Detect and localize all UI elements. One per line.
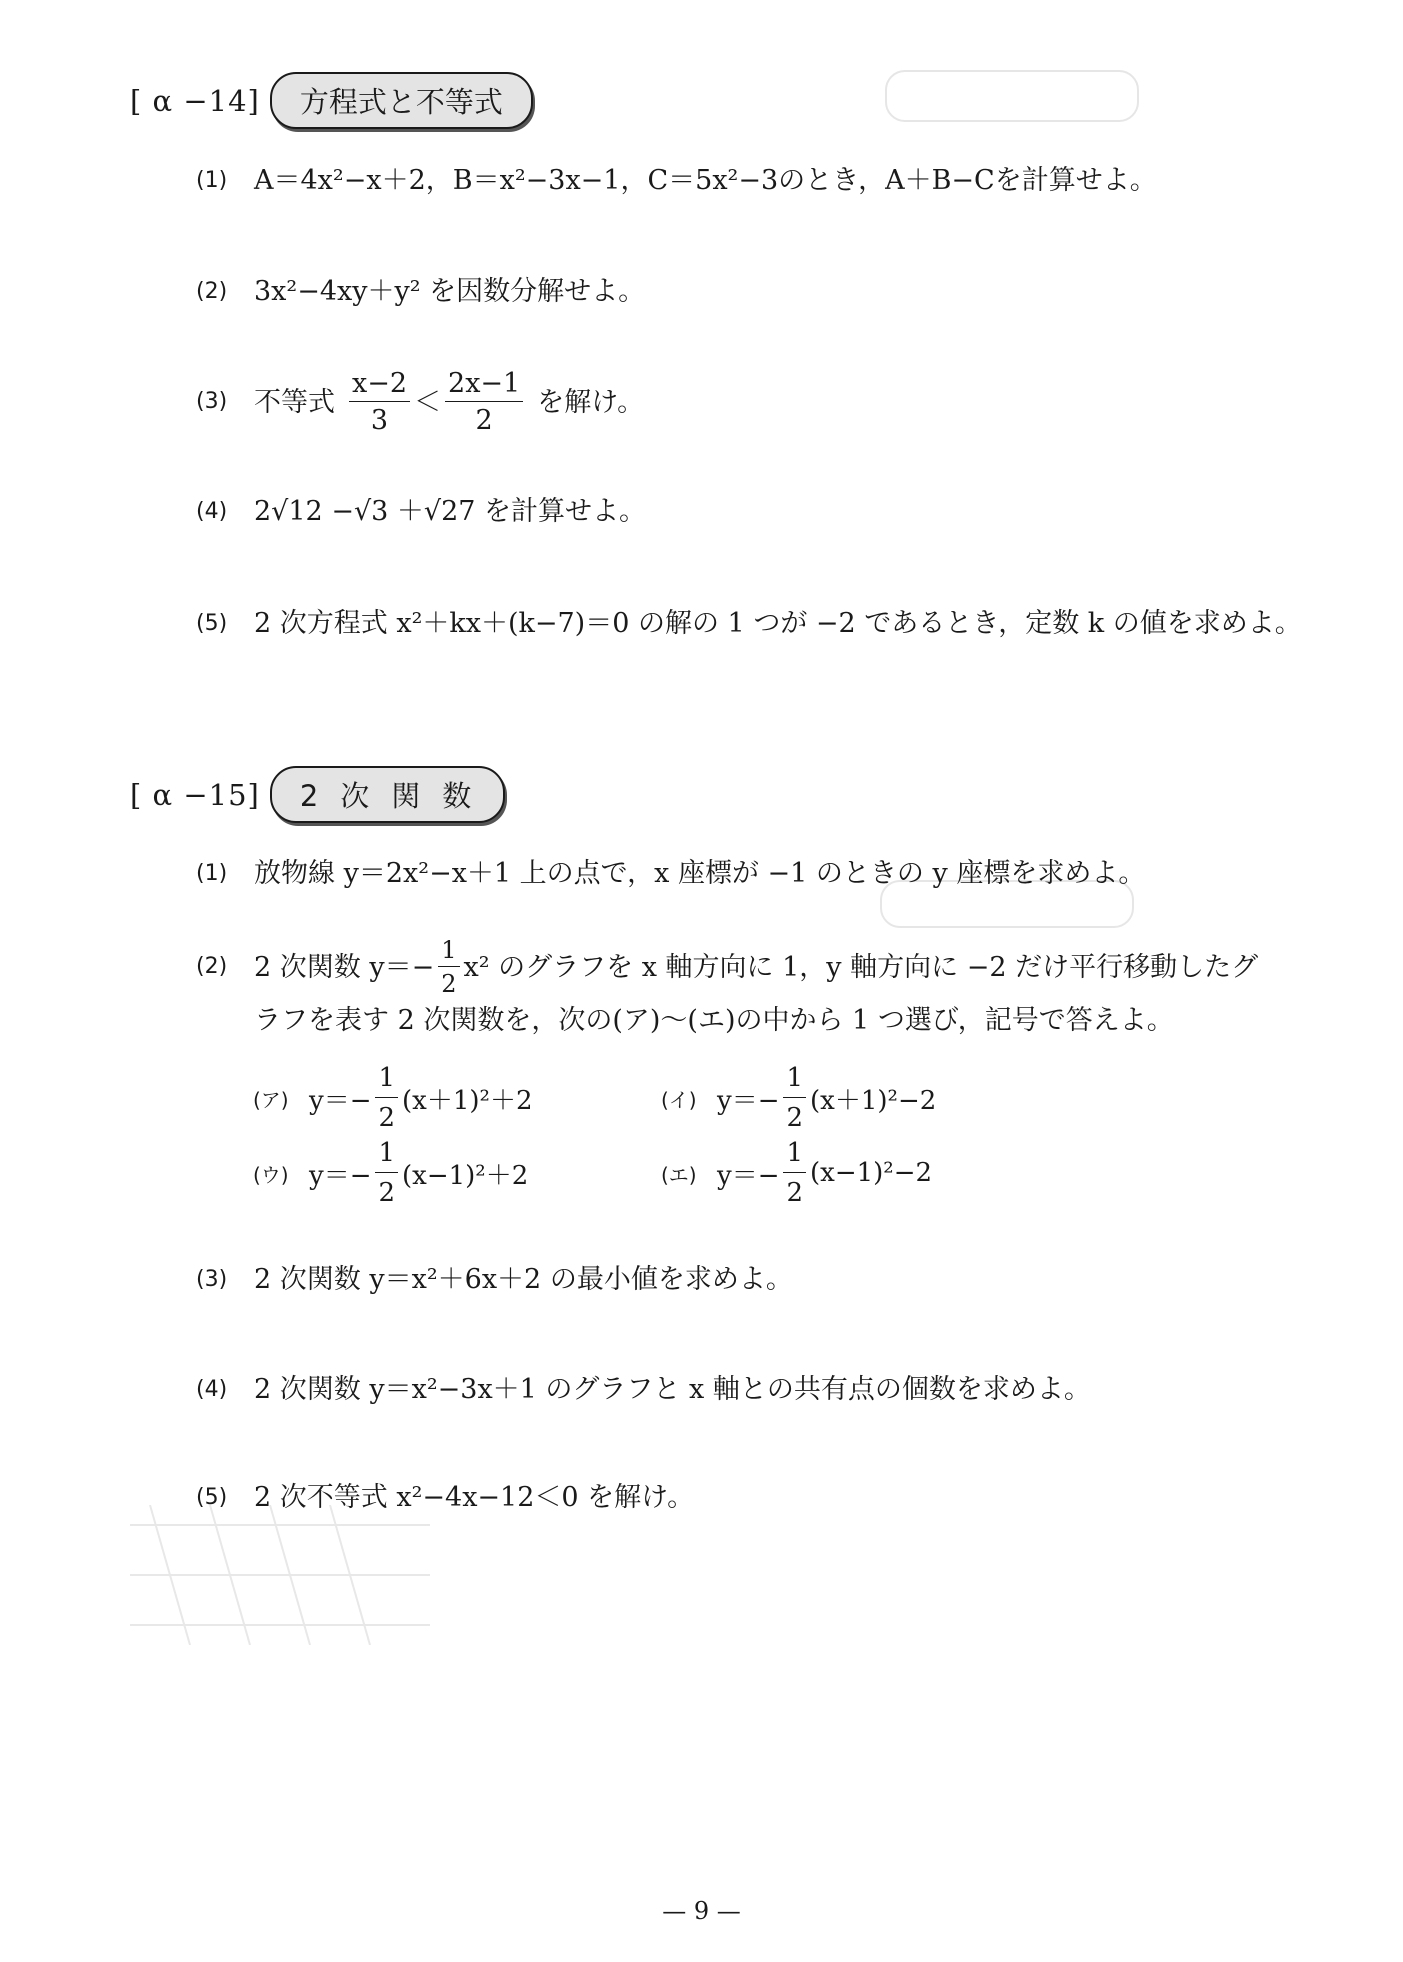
problem-text: ラフを表す 2 次関数を，次の(ア)～(エ)の中から 1 つ選び，記号で答えよ。 [254,1005,1174,1036]
fraction-numerator: 1 [375,1138,398,1173]
fraction [445,370,523,434]
problem-number: (5) [196,610,228,636]
fraction [349,370,410,434]
section-14-label: [ α −14] [130,83,260,118]
option-b [661,1063,936,1133]
problem-15-4 [196,1376,1091,1403]
fraction [783,1063,806,1133]
problem-text: 2 次方程式 x²＋kx＋(k−7)＝0 の解の 1 つが −2 であるとき，定数 k の値を求めよ。 [254,608,1302,639]
problem-text: 放物線 y＝2x²−x＋1 上の点で，x 座標が −1 のときの y 座標を求めよ。 [254,858,1146,889]
option-d [661,1138,932,1208]
problem-15-5 [196,1484,694,1511]
section-15-header [130,766,505,823]
problem-number: (4) [196,498,228,524]
problem-14-2 [196,278,645,305]
problem-number: (3) [196,389,228,414]
option-post: (x＋1)²＋2 [402,1085,533,1116]
option-pre: y＝− [717,1160,780,1191]
fraction-denominator: 2 [441,970,457,998]
fraction-denominator: 2 [378,1103,396,1133]
fraction-numerator: 1 [438,938,459,967]
problem-prefix: 不等式 [254,386,335,418]
section-14-header [130,72,533,129]
section-15-label: [ α −15] [130,777,260,812]
problem-text: 2 次関数 y＝x²＋6x＋2 の最小値を求めよ。 [254,1264,793,1295]
problem-text: 3x²−4xy＋y² を因数分解せよ。 [254,276,646,307]
fraction [375,1138,398,1208]
problem-number: (2) [196,278,228,304]
problem-text: 2√12 −√3 ＋√27 を計算せよ。 [254,496,647,527]
fraction-numerator: 1 [783,1063,806,1098]
problem-text-post: x² のグラフを x 軸方向に 1，y 軸方向に −2 だけ平行移動したグ [463,951,1259,983]
problem-15-2-line2 [254,1007,1174,1034]
option-c [253,1138,528,1208]
problem-number: (1) [196,167,228,193]
problem-text: 2 次関数 y＝x²−3x＋1 のグラフと x 軸との共有点の個数を求めよ。 [254,1374,1091,1405]
problem-suffix: を解け。 [537,386,645,418]
less-than-sign: ＜ [414,386,442,418]
problem-15-1 [196,860,1145,887]
fraction-denominator: 3 [370,405,389,436]
problem-text: A＝4x²−x＋2，B＝x²−3x−1，C＝5x²−3のとき，A＋B−Cを計算せよ。 [254,165,1157,196]
option-label: (ウ) [253,1162,289,1187]
page-number: — 9 — [662,1897,741,1925]
option-pre: y＝− [309,1085,372,1116]
fraction-denominator: 2 [475,405,493,436]
option-label: (ア) [253,1087,289,1112]
option-label: (イ) [661,1087,697,1112]
fraction-denominator: 2 [786,1103,804,1133]
fraction [375,1063,398,1133]
problem-number: (2) [196,954,228,979]
problem-14-1 [196,167,1157,194]
option-a [253,1063,533,1133]
fraction-numerator: 1 [375,1063,398,1098]
fraction-denominator: 2 [378,1178,396,1208]
fraction [783,1138,806,1208]
option-pre: y＝− [309,1160,372,1191]
problem-15-2-line1 [196,938,1258,996]
problem-number: (4) [196,1376,228,1402]
option-pre: y＝− [717,1085,780,1116]
fraction-numerator: 2x−1 [445,370,523,402]
ghost-grid [130,1505,440,1645]
problem-number: (5) [196,1484,228,1510]
section-14-title: 方程式と不等式 [270,72,533,129]
option-post: (x−1)²＋2 [402,1160,529,1191]
problem-number: (3) [196,1266,228,1292]
problem-number: (1) [196,860,228,886]
section-15-title: 2次関数 [270,766,505,823]
ghost-pill [885,70,1139,122]
fraction-numerator: 1 [783,1138,806,1173]
option-post: (x＋1)²−2 [810,1085,937,1116]
fraction [438,938,459,996]
fraction-denominator: 2 [786,1178,804,1208]
problem-14-4 [196,498,646,525]
problem-text-pre: 2 次関数 y＝− [254,951,435,983]
option-post: (x−1)²−2 [810,1158,933,1188]
problem-15-3 [196,1266,793,1293]
problem-14-3 [196,370,644,434]
problem-text: 2 次不等式 x²−4x−12＜0 を解け。 [254,1482,695,1513]
problem-14-5 [196,610,1302,637]
fraction-numerator: x−2 [349,370,410,402]
option-label: (エ) [661,1162,697,1187]
